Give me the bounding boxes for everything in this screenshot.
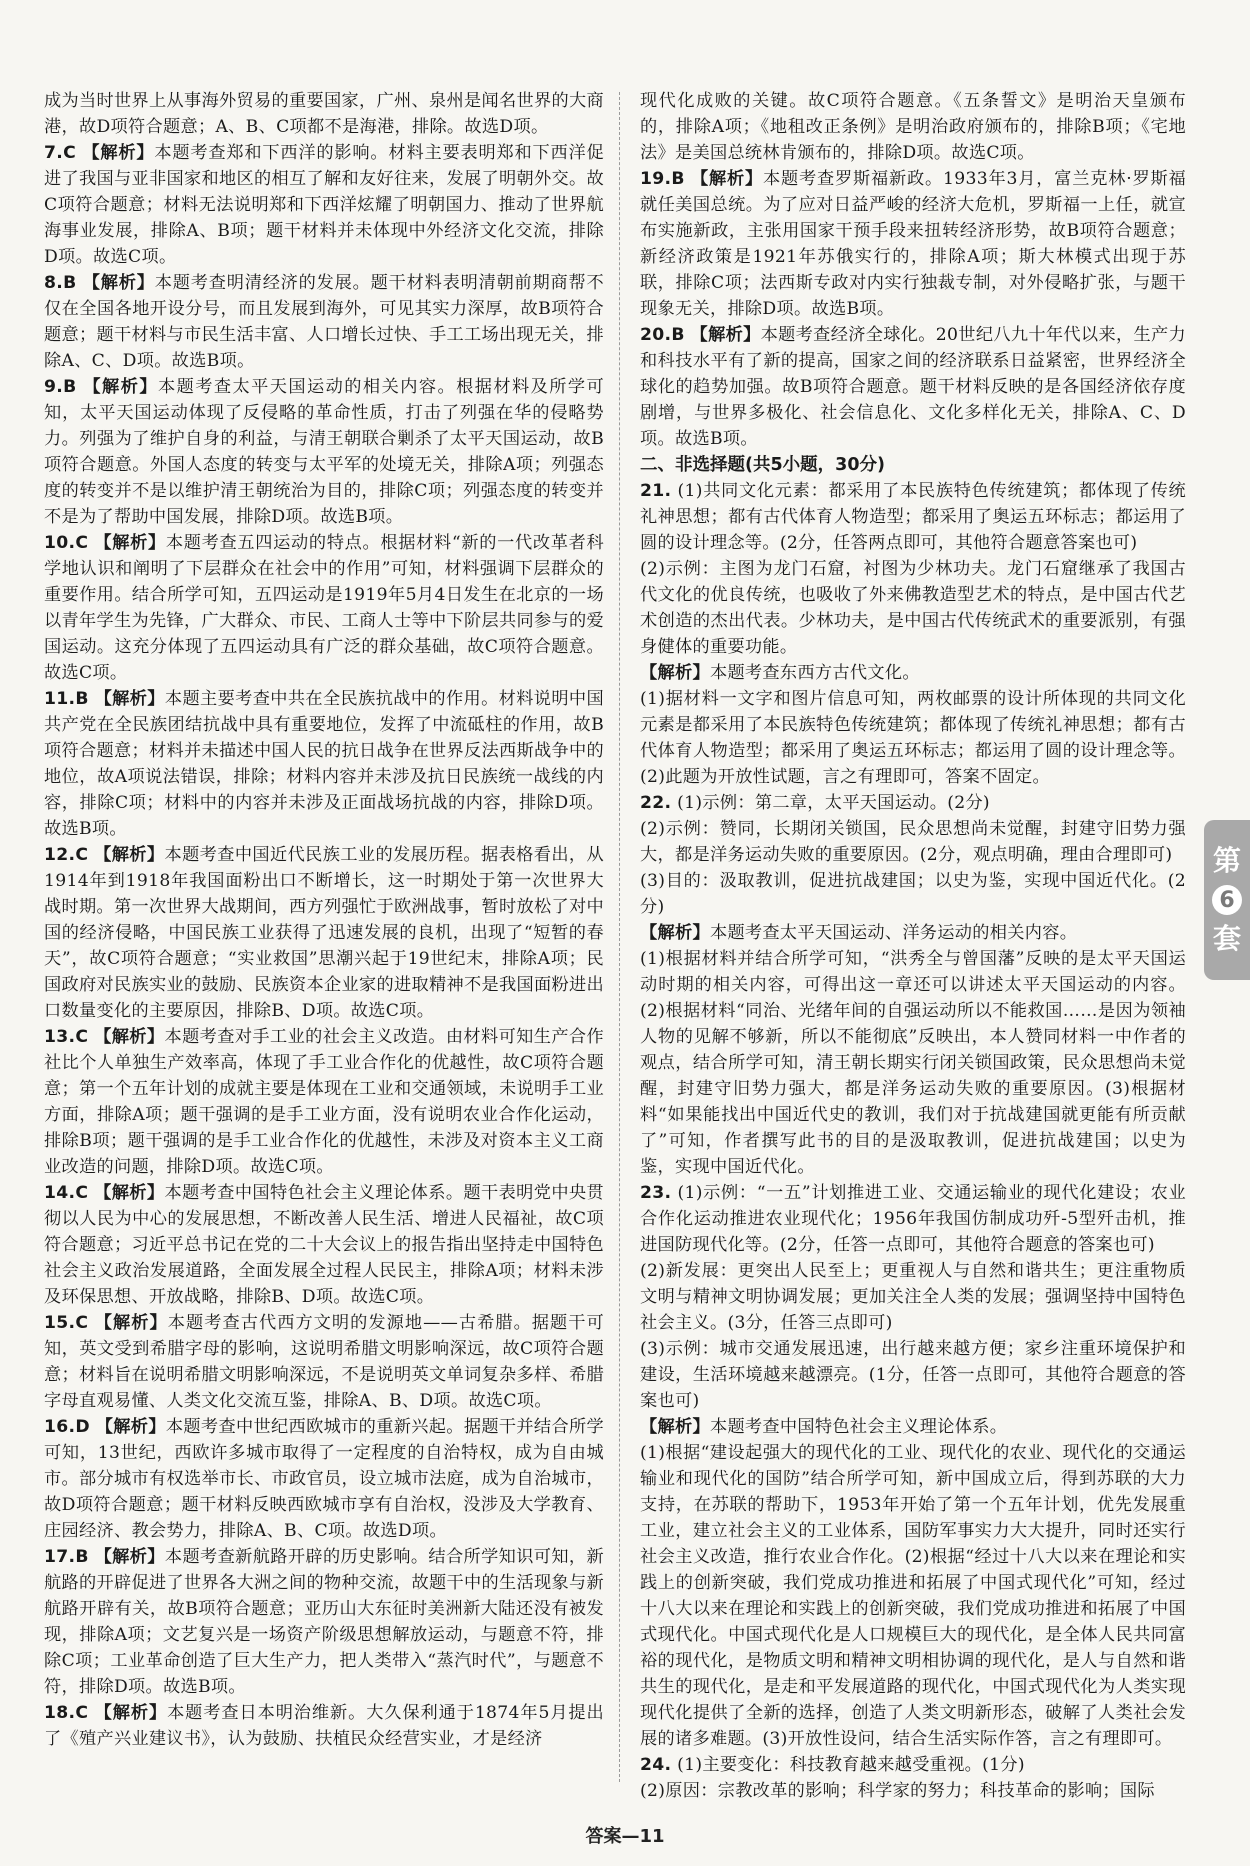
question-number: 19.B — [640, 169, 685, 189]
question-number: 24. — [640, 1755, 672, 1775]
question-number: 23. — [640, 1183, 672, 1203]
answer-text: (3)目的：汲取教训，促进抗战建国；以史为鉴，实现中国近代化。(2分) — [640, 871, 1186, 917]
answer-paragraph — [44, 270, 604, 374]
analysis-tag: 【解析】 — [94, 1313, 168, 1333]
answer-text: 本题考查太平天国运动的相关内容。根据材料及所学可知，太平天国运动体现了反侵略的革命性质，打击了列强在华的侵略势力。列强为了维护自身的利益，与清王朝联合剿杀了太平天国运动，故B项符合题意。外国人态度的转变与太平军的处境无关，排除A项；列强态度的转变并不是以维护清王朝统治为目的，排除C项；列强态度的转变并不是为了帮助中国发展，排除D项。故选B项。 — [44, 377, 605, 527]
analysis-tag: 【解析】 — [95, 1417, 166, 1437]
answer-paragraph — [640, 478, 1186, 556]
question-number: 18.C — [44, 1703, 89, 1723]
answer-paragraph — [44, 1024, 604, 1180]
answer-text: (1)据材料一文字和图片信息可知，两枚邮票的设计所体现的共同文化元素是都采用了本民族特色传统建筑；都体现了传统礼神思想；都有古代体育人物造型；都采用了奥运五环标志；都运用了圆的设计理念等。(2)此题为开放性试题，言之有理即可，答案不固定。 — [640, 689, 1186, 787]
answer-text: 本题考查太平天国运动、洋务运动的相关内容。 — [709, 923, 1078, 943]
question-number: 22. — [640, 793, 672, 813]
answer-paragraph — [640, 1180, 1186, 1258]
answer-paragraph — [44, 1310, 604, 1414]
question-number: 11.B — [44, 689, 89, 709]
answer-text: (2)示例：主图为龙门石窟，衬图为少林功夫。龙门石窟继承了我国古代文化的优良传统，也吸收了外来佛教造型艺术的特点，是中国古代艺术创造的杰出代表。少林功夫，是中国古代传统武术的重要派别，有强身健体的重要功能。 — [640, 559, 1186, 657]
analysis-tag: 【解析】 — [94, 1027, 165, 1047]
answer-paragraph — [640, 868, 1186, 920]
answer-text: 现代化成败的关键。故C项符合题意。《五条誓文》是明治天皇颁布的，排除A项；《地租改正条例》是明治政府颁布的，排除B项；《宅地法》是美国总统林肯颁布的，排除D项。故选C项。 — [640, 91, 1186, 163]
answer-paragraph — [44, 1414, 604, 1544]
answer-paragraph — [44, 1700, 604, 1752]
answer-text: 本题考查郑和下西洋的影响。材料主要表明郑和下西洋促进了我国与亚非国家和地区的相互了解和友好往来，发展了明朝外交。故C项符合题意；材料无法说明郑和下西洋炫耀了明朝国力、推动了世界航海事业发展，排除A、B项；题干材料并未体现中外经济文化交流，排除D项。故选C项。 — [44, 143, 604, 267]
answer-paragraph — [640, 920, 1186, 946]
answer-text: (3)示例：城市交通发展迅速，出行越来越方便；家乡注重环境保护和建设，生活环境越来越漂亮。(1分，任答一点即可，其他符合题意的答案也可) — [640, 1339, 1186, 1411]
analysis-tag: 【解析】 — [94, 845, 165, 865]
answer-text: (1)示例：“一五”计划推进工业、交通运输业的现代化建设；农业合作化运动推进农业现代化；1956年我国仿制成功歼-5型歼击机，推进国防现代化等。(2分，任答一点即可，其他符合题意的答案也可) — [640, 1183, 1186, 1255]
analysis-tag: 【解析】 — [640, 1417, 710, 1437]
answer-paragraph — [640, 1336, 1186, 1414]
answer-paragraph — [640, 88, 1186, 166]
question-number: 9.B — [44, 377, 77, 397]
answer-text: 本题考查中国近代民族工业的发展历程。据表格看出，从1914年到1918年我国面粉出口不断增长，这一时期处于第一次世界大战时期。第一次世界大战期间，西方列强忙于欧洲战事，暂时放松了对中国的经济侵略，中国民族工业获得了迅速发展的良机，出现了“短暂的春天”，故C项符合题意；“实业救国”思潮兴起于19世纪末，排除A项；民国政府对民族实业的鼓励、民族资本企业家的进取精神不是我国面粉进出口数量变化的主要原因，排除B、D项。故选C项。 — [44, 845, 605, 1021]
analysis-tag: 【解析】 — [82, 143, 155, 163]
analysis-tag: 【解析】 — [94, 533, 166, 553]
analysis-tag: 【解析】 — [640, 923, 710, 943]
answer-text: 成为当时世界上从事海外贸易的重要国家，广州、泉州是闻名世界的大商港，故D项符合题意；A、B、C项都不是海港，排除。故选D项。 — [44, 91, 604, 137]
question-number: 16.D — [44, 1417, 90, 1437]
tab-text-top: 第 — [1212, 844, 1241, 877]
answer-paragraph — [640, 1414, 1186, 1440]
answer-paragraph — [640, 1752, 1186, 1778]
answer-paragraph — [44, 140, 604, 270]
set-number-tab — [1204, 820, 1250, 980]
question-number: 8.B — [44, 273, 77, 293]
answer-paragraph — [44, 88, 604, 140]
answer-text: 本题考查对手工业的社会主义改造。由材料可知生产合作社比个人单独生产效率高，体现了手工业合作化的优越性，故C项符合题意；第一个五年计划的成就主要是体现在工业和交通领域，未说明手工业方面，排除A项；题干强调的是手工业方面，没有说明农业合作化运动，排除B项；题干强调的是手工业合作化的优越性，未涉及对资本主义工商业改造的问题，排除D项。故选C项。 — [44, 1027, 605, 1177]
answer-text: (1)共同文化元素：都采用了本民族特色传统建筑；都体现了传统礼神思想；都有古代体育人物造型；都采用了奥运五环标志；都运用了圆的设计理念等。(2分，任答两点即可，其他符合题意答案也可) — [640, 481, 1187, 553]
analysis-tag: 【解析】 — [83, 377, 158, 397]
answer-text: 本题考查中国特色社会主义理论体系。题干表明党中央贯彻以人民为中心的发展思想，不断改善人民生活、增进人民福祉，故C项符合题意；习近平总书记在党的二十大会议上的报告指出坚持走中国特色社会主义政治发展道路，全面发展全过程人民民主，排除A项；材料未涉及环保思想、开放战略，排除B、D项。故选C项。 — [44, 1183, 605, 1307]
answer-text: 本题考查明清经济的发展。题干材料表明清朝前期商帮不仅在全国各地开设分号，而且发展到海外，可见其实力深厚，故B项符合题意；题干材料与市民生活丰富、人口增长过快、手工工场出现无关，排除A、C、D项。故选B项。 — [44, 273, 605, 371]
analysis-tag: 【解析】 — [94, 1183, 165, 1203]
answer-text: 本题主要考查中共在全民族抗战中的作用。材料说明中国共产党在全民族团结抗战中具有重要地位，发挥了中流砥柱的作用，故B项符合题意；材料并未描述中国人民的抗日战争在世界反法西斯战争中的地位，故A项说法错误，排除；材料内容并未涉及抗日民族统一战线的内容，排除C项；材料中的内容并未涉及正面战场抗战的内容，排除D项。故选B项。 — [44, 689, 604, 839]
column-divider — [619, 92, 620, 1782]
analysis-tag: 【解析】 — [94, 689, 165, 709]
answer-paragraph — [640, 1440, 1186, 1752]
answer-paragraph — [640, 946, 1186, 1180]
left-column — [44, 88, 604, 1752]
question-number: 21. — [640, 481, 672, 501]
answer-paragraph — [44, 530, 604, 686]
right-essay-answers — [640, 478, 1186, 1804]
analysis-tag: 【解析】 — [82, 273, 155, 293]
answer-text: (2)新发展：更突出人民至上；更重视人与自然和谐共生；更注重物质文明与精神文明协调发展；更加关注全人类的发展；强调坚持中国特色社会主义。(3分，任答三点即可) — [640, 1261, 1186, 1333]
answer-text: 本题考查新航路开辟的历史影响。结合所学知识可知，新航路的开辟促进了世界各大洲之间的物种交流，故题干中的生活现象与新航路开辟有关，故B项符合题意；亚历山大东征时美洲新大陆还没有被发现，排除A项；文艺复兴是一场资产阶级思想解放运动，与题意不符，排除C项；工业革命创造了巨大生产力，把人类带入“蒸汽时代”，与题意不符，排除D项。故选B项。 — [44, 1547, 604, 1697]
answer-paragraph — [44, 842, 604, 1024]
analysis-tag: 【解析】 — [691, 169, 764, 189]
tab-number: 6 — [1212, 885, 1242, 915]
answer-paragraph — [640, 686, 1186, 790]
answer-text: (1)主要变化：科技教育越来越受重视。(1分) — [677, 1755, 1025, 1775]
answer-text: 本题考查东西方古代文化。 — [709, 663, 920, 683]
analysis-tag: 【解析】 — [94, 1703, 168, 1723]
analysis-tag: 【解析】 — [640, 663, 710, 683]
answer-paragraph — [44, 686, 604, 842]
analysis-tag: 【解析】 — [690, 325, 761, 345]
answer-text: 本题考查中国特色社会主义理论体系。 — [709, 1417, 1008, 1437]
answer-paragraph — [44, 374, 604, 530]
right-choice-answers — [640, 88, 1186, 452]
answer-paragraph — [640, 1258, 1186, 1336]
answer-text: (2)示例：赞同，长期闭关锁国，民众思想尚未觉醒，封建守旧势力强大，都是洋务运动失败的重要原因。(2分，观点明确，理由合理即可) — [640, 819, 1186, 865]
question-number: 7.C — [44, 143, 77, 163]
question-number: 10.C — [44, 533, 89, 553]
question-number: 13.C — [44, 1027, 89, 1047]
answer-text: (2)原因：宗教改革的影响；科学家的努力；科技革命的影响；国际 — [640, 1781, 1155, 1801]
answer-text: (1)根据材料并结合所学可知，“洪秀全与曾国藩”反映的是太平天国运动时期的相关内容，可得出这一章还可以讲述太平天国运动的内容。(2)根据材料“同治、光绪年间的自强运动所以不能救国……是因为领袖人物的见解不够新，所以不能彻底”反映出，本人赞同材料一中作者的观点，结合所学可知，清王朝长期实行闭关锁国政策，民众思想尚未觉醒，封建守旧势力强大，都是洋务运动失败的重要原因。(3)根据材料“如果能找出中国近代史的教训，我们对于抗战建国就更能有所贡献了”可知，作者撰写此书的目的是汲取教训，促进抗战建国；以史为鉴，实现中国近代化。 — [640, 949, 1186, 1177]
question-number: 12.C — [44, 845, 89, 865]
tab-text-bottom: 套 — [1212, 922, 1241, 955]
answer-paragraph — [640, 166, 1186, 322]
answer-text: (1)示例：第二章，太平天国运动。(2分) — [677, 793, 990, 813]
answer-paragraph — [640, 816, 1186, 868]
answer-paragraph — [640, 1778, 1186, 1804]
answer-text: 本题考查五四运动的特点。根据材料“新的一代改革者科学地认识和阐明了下层群众在社会中的作用”可知，材料强调下层群众的重要作用。结合所学可知，五四运动是1919年5月4日发生在北京的一场以青年学生为先锋，广大群众、市民、工商人士等中下阶层共同参与的爱国运动。这充分体现了五四运动具有广泛的群众基础，故C项符合题意。故选C项。 — [44, 533, 604, 683]
question-number: 17.B — [44, 1547, 89, 1567]
page-footer: 答案—11 — [585, 1826, 665, 1847]
answer-paragraph — [640, 556, 1186, 660]
right-column — [640, 88, 1186, 1804]
answer-text: 本题考查罗斯福新政。1933年3月，富兰克林·罗斯福就任美国总统。为了应对日益严峻的经济大危机，罗斯福一上任，就宣布实施新政，主张用国家干预手段来扭转经济形势，故B项符合题意；新经济政策是1921年苏俄实行的，排除A项；斯大林模式出现于苏联，排除C项；法西斯专政对内实行独裁专制，对外侵略扩张，与题干现象无关，排除D项。故选B项。 — [640, 169, 1186, 319]
answer-paragraph — [44, 1180, 604, 1310]
answer-text: 本题考查日本明治维新。大久保利通于1874年5月提出了《殖产兴业建议书》，认为鼓励、扶植民众经营实业，才是经济 — [44, 1703, 605, 1749]
answer-paragraph — [640, 322, 1186, 452]
answer-text: 本题考查中世纪西欧城市的重新兴起。据题干并结合所学可知，13世纪，西欧许多城市取得了一定程度的自治特权，成为自由城市。部分城市有权选举市长、市政官员，设立城市法庭，成为自治城市，故D项符合题意；题干材料反映西欧城市享有自治权，没涉及大学教育、庄园经济、教会势力，排除A、B、C项。故选D项。 — [44, 1417, 605, 1541]
answer-text: 本题考查古代西方文明的发源地——古希腊。据题干可知，英文受到希腊字母的影响，这说明希腊文明影响深远，故C项符合题意；材料旨在说明希腊文明影响深远，不是说明英文单词复杂多样、希腊字母直观易懂、人类文化交流互鉴，排除A、B、D项。故选C项。 — [44, 1313, 605, 1411]
answer-text: 本题考查经济全球化。20世纪八九十年代以来，生产力和科技水平有了新的提高，国家之间的经济联系日益紧密，世界经济全球化的趋势加强。故B项符合题意。题干材料反映的是各国经济依存度剧增，与世界多极化、社会信息化、文化多样化无关，排除A、C、D项。故选B项。 — [640, 325, 1187, 449]
question-number: 20.B — [640, 325, 685, 345]
answer-paragraph — [44, 1544, 604, 1700]
question-number: 14.C — [44, 1183, 89, 1203]
answer-paragraph — [640, 660, 1186, 686]
section-title: 二、非选择题(共5小题，30分) — [640, 455, 886, 475]
answer-text: (1)根据“建设起强大的现代化的工业、现代化的农业、现代化的交通运输业和现代化的国防”结合所学可知，新中国成立后，得到苏联的大力支持，在苏联的帮助下，1953年开始了第一个五年计划，优先发展重工业，建立社会主义的工业体系，国防军事实力大大提升，同时还实行社会主义改造，推行农业合作化。(2)根据“经过十八大以来在理论和实践上的创新突破，我们党成功推进和拓展了中国式现代化”可知，经过十八大以来在理论和实践上的创新突破，我们党成功推进和拓展了中国式现代化。中国式现代化是人口规模巨大的现代化，是全体人民共同富裕的现代化，是物质文明和精神文明相协调的现代化，是人与自然和谐共生的现代化，是走和平发展道路的现代化，中国式现代化为人类实现现代化提供了全新的选择，创造了人类文明新形态，破解了人类社会发展的诸多难题。(3)开放性设问，结合生活实际作答，言之有理即可。 — [640, 1443, 1186, 1749]
analysis-tag: 【解析】 — [94, 1547, 165, 1567]
question-number: 15.C — [44, 1313, 89, 1333]
answer-paragraph — [640, 790, 1186, 816]
